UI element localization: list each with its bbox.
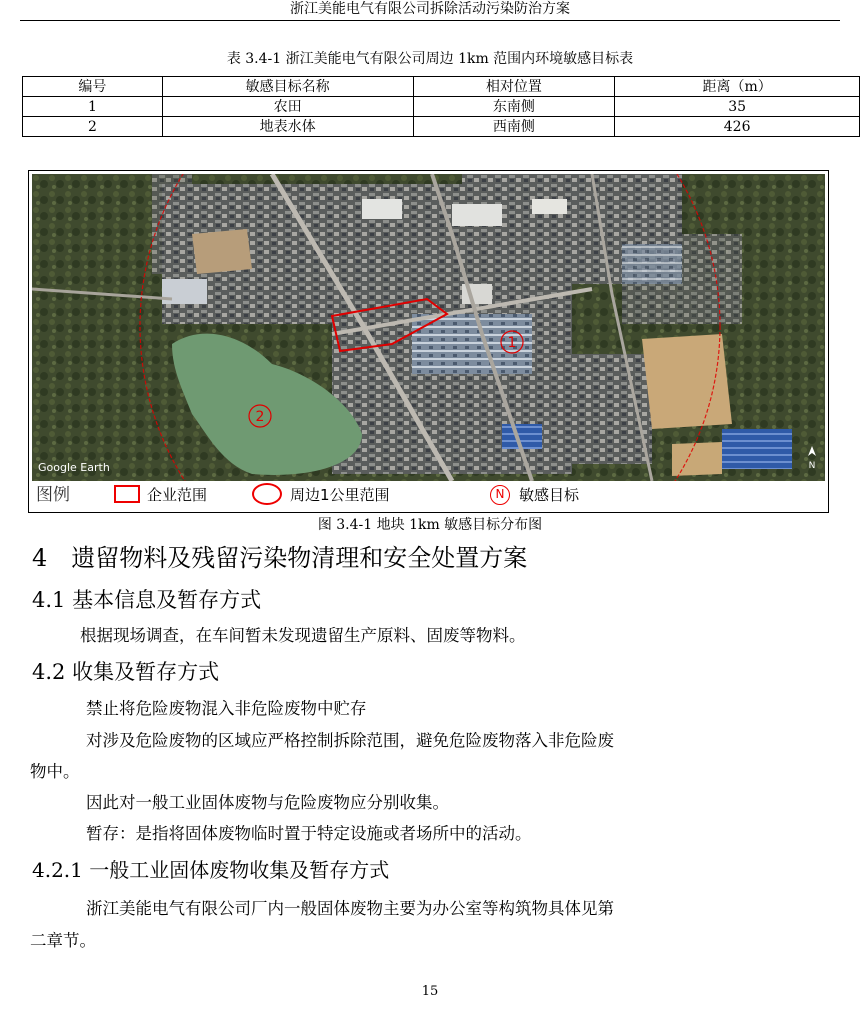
satellite-map — [32, 174, 825, 481]
table-cell: 426 — [615, 117, 860, 137]
table-cell: 东南侧 — [413, 97, 615, 117]
page-header — [20, 0, 840, 21]
section-4-2-1-heading: 4.2.1 一般工业固体废物收集及暂存方式 — [32, 858, 390, 882]
map-figure — [28, 170, 829, 513]
legend-label-enterprise: 企业范围 — [147, 486, 208, 504]
section-4-heading: 4 遗留物料及残留污染物清理和安全处置方案 — [32, 544, 528, 572]
legend-label-target: 敏感目标 — [519, 486, 580, 504]
table-row — [23, 117, 860, 137]
radius-circle-icon — [252, 483, 282, 505]
table-cell: 西南侧 — [413, 117, 615, 137]
table-header-cell: 相对位置 — [413, 77, 615, 97]
table-cell: 1 — [23, 97, 163, 117]
table-cell: 地表水体 — [162, 117, 413, 137]
table-caption: 表 3.4-1 浙江美能电气有限公司周边 1km 范围内环境敏感目标表 — [226, 51, 634, 67]
enterprise-boundary-icon — [114, 485, 140, 503]
section-4-1-heading: 4.1 基本信息及暂存方式 — [32, 588, 262, 612]
marker-label-1: 1 — [507, 335, 517, 351]
figure-caption: 图 3.4-1 地块 1km 敏感目标分布图 — [317, 517, 543, 533]
header-title: 浙江美能电气有限公司拆除活动污染防治方案 — [290, 1, 570, 17]
table-row — [23, 97, 860, 117]
section-4-2-paragraph-1: 禁止将危险废物混入非危险废物中贮存 — [86, 699, 367, 718]
table-header-cell: 敏感目标名称 — [162, 77, 413, 97]
section-4-2-paragraph-4: 暂存：是指将固体废物临时置于特定设施或者场所中的活动。 — [86, 824, 532, 843]
table-cell: 农田 — [162, 97, 413, 117]
sensitive-target-table — [22, 76, 860, 137]
legend-title: 图例 — [36, 485, 70, 505]
table-header-cell: 距离（m） — [615, 77, 860, 97]
section-4-2-1-paragraph: 浙江美能电气有限公司厂内一般固体废物主要为办公室等构筑物具体见第 — [86, 899, 614, 918]
section-4-2-heading: 4.2 收集及暂存方式 — [32, 660, 220, 684]
north-label: N — [808, 461, 816, 471]
section-4-2-paragraph-3: 因此对一般工业固体废物与危险废物应分别收集。 — [86, 793, 449, 812]
sensitive-target-icon: N — [490, 485, 510, 505]
table-cell: 2 — [23, 117, 163, 137]
google-earth-watermark: Google Earth — [38, 461, 110, 474]
legend-label-radius: 周边1公里范围 — [290, 486, 390, 504]
marker-label-2: 2 — [255, 409, 265, 425]
table-header-row — [23, 77, 860, 97]
page-number: 15 — [421, 984, 439, 999]
table-header-cell: 编号 — [23, 77, 163, 97]
section-4-2-paragraph-2: 对涉及危险废物的区域应严格控制拆除范围，避免危险废物落入非危险废 — [86, 731, 614, 750]
table-cell: 35 — [615, 97, 860, 117]
section-4-2-1-paragraph-cont: 二章节。 — [30, 931, 96, 950]
section-4-2-paragraph-2-cont: 物中。 — [30, 762, 80, 781]
map-legend — [32, 481, 825, 509]
section-4-1-paragraph: 根据现场调查，在车间暂未发现遗留生产原料、固废等物料。 — [80, 626, 526, 645]
